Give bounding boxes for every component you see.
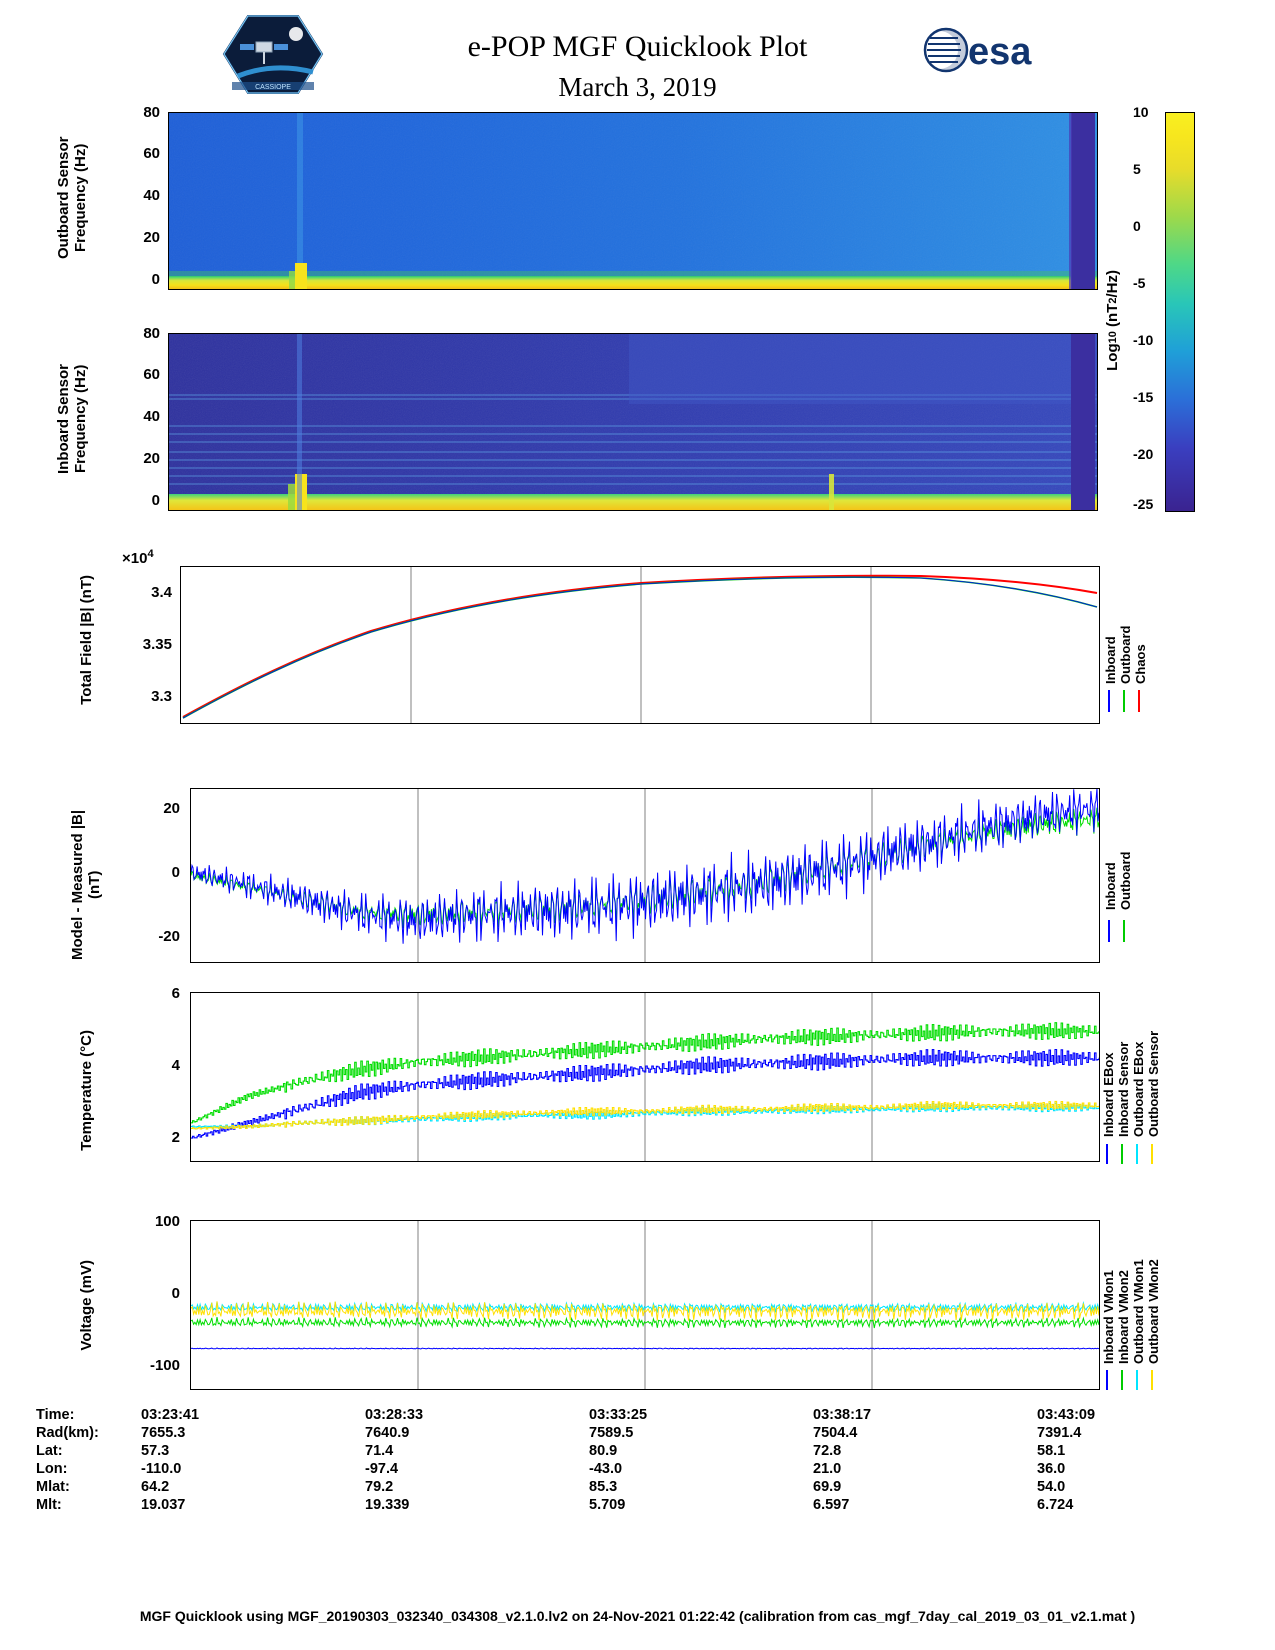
legend-label: Chaos — [1133, 644, 1148, 684]
ytick: 0 — [151, 271, 160, 288]
table-cell: 5.709 — [589, 1497, 626, 1513]
ytick: -100 — [149, 1357, 180, 1374]
exponent-base: ×10 — [122, 550, 148, 567]
table-cell: 7655.3 — [141, 1425, 186, 1441]
footer-text: MGF Quicklook using MGF_20190303_032340_034308_v2.1.0.lv2 on 24-Nov-2021 01:22:42 (calibration from cas_mgf_7day_cal_2019_03_01_v2.1.mat ) — [139, 1608, 1136, 1624]
table-cell: 57.3 — [141, 1443, 170, 1459]
table-cell: 03:23:41 — [141, 1407, 200, 1423]
ctick: -20 — [1133, 446, 1154, 462]
model-minus-measured-plot — [190, 788, 1100, 963]
ctick: 0 — [1133, 218, 1141, 234]
table-cell: -43.0 — [589, 1461, 623, 1477]
table-cell: -97.4 — [365, 1461, 399, 1477]
outboard-spectrogram-ylabel: Outboard Sensor Frequency (Hz) — [55, 136, 89, 260]
table-row-label: Lat: — [36, 1443, 63, 1459]
ytick: 2 — [171, 1129, 180, 1146]
ytick: 3.3 — [151, 688, 172, 705]
ytick: 0 — [171, 864, 180, 881]
table-cell: 03:38:17 — [813, 1407, 872, 1423]
ctick: -25 — [1133, 496, 1154, 512]
outboard-sensor-spectrogram — [168, 112, 1098, 290]
table-cell: 72.8 — [813, 1443, 842, 1459]
ytick: -20 — [158, 928, 180, 945]
esa-logo-text: esa — [968, 31, 1032, 73]
ctick: -15 — [1133, 389, 1154, 405]
colorbar-label — [1100, 230, 1124, 410]
table-row-label: Rad(km): — [36, 1425, 99, 1441]
legend-label: Outboard VMon2 — [1146, 1259, 1161, 1364]
table-row-label: Mlt: — [36, 1497, 62, 1513]
ctick: 10 — [1133, 104, 1149, 120]
ctick: -5 — [1133, 275, 1146, 291]
table-cell: 7504.4 — [813, 1425, 858, 1441]
ytick: 20 — [143, 450, 160, 467]
model-minus-measured-ylabel: Model - Measured |B| (nT) — [69, 809, 103, 961]
series-line — [191, 1348, 1099, 1349]
total-field-ylabel: Total Field |B| (nT) — [77, 575, 95, 705]
legend-label: Inboard — [1103, 636, 1118, 684]
table-cell: 7589.5 — [589, 1425, 634, 1441]
table-row-label: Time: — [36, 1407, 75, 1423]
legend-label: Outboard — [1118, 625, 1133, 684]
temperature-legend — [1102, 992, 1168, 1167]
voltage-plot — [190, 1220, 1100, 1390]
table-cell: 7640.9 — [365, 1425, 410, 1441]
table-cell: 03:28:33 — [365, 1407, 424, 1423]
legend-label: Inboard — [1103, 862, 1118, 910]
table-cell: 6.597 — [813, 1497, 850, 1513]
table-cell: 36.0 — [1037, 1461, 1066, 1477]
table-cell: -110.0 — [141, 1461, 182, 1477]
ytick: 0 — [151, 492, 160, 509]
table-row — [0, 1460, 1261, 1478]
legend-label: Outboard Sensor — [1146, 1030, 1161, 1137]
legend-label: Outboard — [1118, 851, 1133, 910]
legend-label: Outboard EBox — [1131, 1041, 1146, 1137]
voltage-ylabel: Voltage (mV) — [77, 1259, 95, 1351]
ytick: 20 — [163, 800, 180, 817]
ytick: 20 — [143, 229, 160, 246]
ytick: 60 — [143, 145, 160, 162]
total-field-legend — [1104, 566, 1164, 726]
ytick: 40 — [143, 187, 160, 204]
table-cell: 03:43:09 — [1037, 1407, 1096, 1423]
table-cell: 6.724 — [1037, 1497, 1074, 1513]
ctick: 5 — [1133, 161, 1141, 177]
table-cell: 71.4 — [365, 1443, 394, 1459]
ytick: 80 — [143, 325, 160, 342]
legend-label: Inboard VMon2 — [1116, 1270, 1131, 1364]
colorbar-label-unit: (nT — [1103, 303, 1121, 327]
table-row — [0, 1424, 1261, 1442]
temperature-ylabel: Temperature (°C) — [77, 1029, 95, 1151]
exponent-sup: 4 — [147, 548, 154, 560]
total-field-exponent — [122, 548, 154, 567]
table-cell: 80.9 — [589, 1443, 618, 1459]
ytick: 80 — [143, 104, 160, 121]
table-row — [0, 1406, 1261, 1424]
ephemeris-table — [0, 1406, 1275, 1514]
inboard-spectrogram-ylabel: Inboard Sensor Frequency (Hz) — [55, 363, 89, 475]
voltage-legend — [1102, 1220, 1168, 1392]
legend-label: Outboard VMon1 — [1131, 1259, 1146, 1364]
table-row-label: Mlat: — [36, 1479, 70, 1495]
page-subtitle: March 3, 2019 — [558, 72, 717, 102]
colorbar-ticks — [1133, 104, 1163, 524]
table-cell: 54.0 — [1037, 1479, 1066, 1495]
table-cell: 21.0 — [813, 1461, 842, 1477]
svg-text:CASSIOPE: CASSIOPE — [255, 84, 291, 91]
legend-label: Inboard EBox — [1101, 1052, 1116, 1137]
table-row — [0, 1496, 1261, 1514]
ytick: 3.35 — [142, 636, 172, 653]
table-cell: 03:33:25 — [589, 1407, 648, 1423]
colorbar — [1165, 112, 1195, 512]
table-cell: 19.037 — [141, 1497, 186, 1513]
table-cell: 69.9 — [813, 1479, 842, 1495]
legend-label: Inboard VMon1 — [1101, 1270, 1116, 1364]
model-minus-measured-legend — [1104, 800, 1154, 960]
legend-label: Inboard Sensor — [1116, 1041, 1131, 1137]
ytick: 0 — [171, 1285, 180, 1302]
page-title: e-POP MGF Quicklook Plot — [467, 30, 808, 63]
table-row-label: Lon: — [36, 1461, 68, 1477]
table-cell: 7391.4 — [1037, 1425, 1082, 1441]
colorbar-label-unit2: /Hz) — [1103, 269, 1121, 298]
table-cell: 19.339 — [365, 1497, 410, 1513]
temperature-plot — [190, 992, 1100, 1162]
table-cell: 79.2 — [365, 1479, 394, 1495]
ytick: 60 — [143, 366, 160, 383]
ytick: 100 — [154, 1213, 180, 1230]
ctick: -10 — [1133, 332, 1154, 348]
inboard-sensor-spectrogram — [168, 333, 1098, 511]
colorbar-label-base: Log — [1103, 342, 1121, 371]
table-cell: 64.2 — [141, 1479, 170, 1495]
table-row — [0, 1442, 1261, 1460]
colorbar-label-sup: 2 — [1106, 297, 1119, 304]
ytick: 4 — [171, 1057, 180, 1074]
table-cell: 58.1 — [1037, 1443, 1066, 1459]
ytick: 40 — [143, 408, 160, 425]
ytick: 6 — [171, 985, 180, 1002]
total-field-plot — [180, 566, 1100, 724]
table-row — [0, 1478, 1261, 1496]
ytick: 3.4 — [151, 584, 172, 601]
colorbar-label-sub: 10 — [1106, 330, 1119, 343]
table-cell: 85.3 — [589, 1479, 618, 1495]
